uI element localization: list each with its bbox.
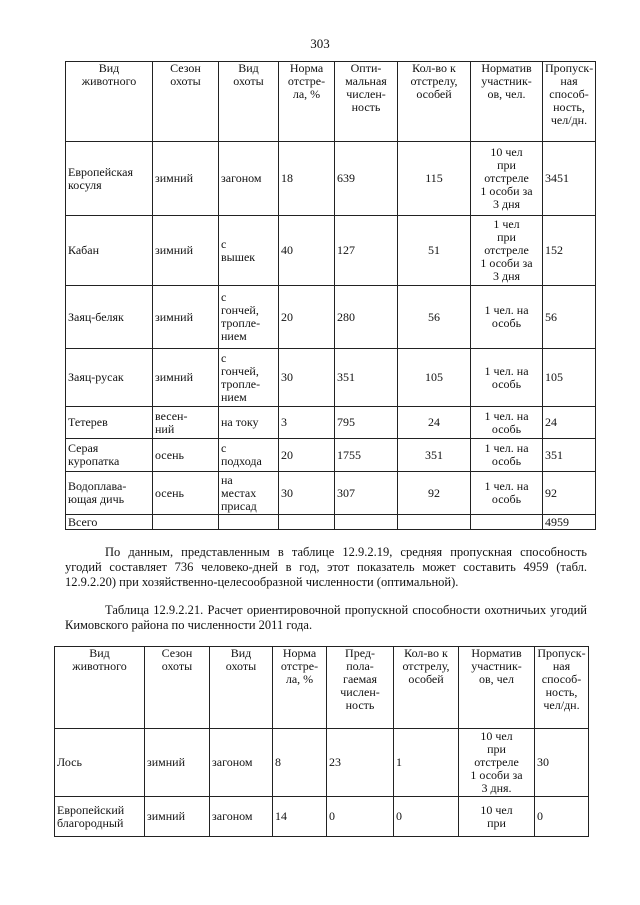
header-cell: Норматив участник- ов, чел [459,647,535,729]
header-cell: Вид охоты [210,647,273,729]
table-cell: зимний [153,349,219,407]
table-cell: 18 [279,142,335,216]
table-cell: весен- ний [153,407,219,439]
table-cell: 10 чел при отстреле 1 особи за 3 дня. [459,729,535,797]
table-cell [398,515,471,530]
table-cell: 1 чел. на особь [471,472,543,515]
table-cell: 24 [543,407,596,439]
table-cell: 24 [398,407,471,439]
table-cell: 20 [279,439,335,472]
table-cell: зимний [145,729,210,797]
table-cell: 20 [279,286,335,349]
header-cell: Опти- мальная числен- ность [335,62,398,142]
table-cell: 351 [335,349,398,407]
table-row [66,216,596,286]
table-cell: 0 [394,797,459,837]
table-cell: зимний [153,216,219,286]
table-cell: Кабан [66,216,153,286]
table-cell: 280 [335,286,398,349]
table-cell: с гончей, тропле- нием [219,286,279,349]
table-cell: с подхода [219,439,279,472]
table-cell: 1 чел. на особь [471,439,543,472]
table-cell: 51 [398,216,471,286]
table-cell: Заяц-русак [66,349,153,407]
table-row [66,286,596,349]
table-cell: 105 [398,349,471,407]
header-cell: Вид животного [55,647,145,729]
table-cell [219,515,279,530]
table-cell: 639 [335,142,398,216]
table-cell: Тетерев [66,407,153,439]
table-caption: Таблица 12.9.2.21. Расчет ориентировочной пропускной способности охотничьих угодий Кимовского района по численности 2011 года. [65,603,587,632]
table-cell: 3 [279,407,335,439]
table-cell: зимний [145,797,210,837]
table-cell: Всего [66,515,153,530]
table-cell: осень [153,472,219,515]
table-cell: Водоплава- ющая дичь [66,472,153,515]
table-cell: 40 [279,216,335,286]
table-cell: 8 [273,729,327,797]
table-cell: 351 [398,439,471,472]
table-cell: 10 чел при [459,797,535,837]
table-cell: осень [153,439,219,472]
table-cell: Европейская косуля [66,142,153,216]
header-cell: Вид охоты [219,62,279,142]
table-cell [279,515,335,530]
hunting-capacity-table-optimal [65,61,596,530]
table-cell: 351 [543,439,596,472]
table-cell: загоном [210,797,273,837]
table-cell [153,515,219,530]
table-row [66,349,596,407]
table-cell: 30 [535,729,589,797]
table-cell: 30 [279,349,335,407]
table-cell: 1 чел. на особь [471,407,543,439]
header-row [55,647,589,729]
header-cell: Сезон охоты [153,62,219,142]
table-cell: Серая куропатка [66,439,153,472]
table-cell [471,515,543,530]
table-cell: 0 [327,797,394,837]
table-cell: 23 [327,729,394,797]
table-row [66,142,596,216]
header-cell: Пропуск- ная способ- ность, чел/дн. [543,62,596,142]
table-cell: на местах присад [219,472,279,515]
table-cell: 10 чел при отстреле 1 особи за 3 дня [471,142,543,216]
header-cell: Сезон охоты [145,647,210,729]
header-cell: Норматив участник- ов, чел. [471,62,543,142]
table-cell: 795 [335,407,398,439]
summary-paragraph: По данным, представленным в таблице 12.9.2.19, средняя пропускная способность угодий составляет 736 человеко-дней в год, этот показатель может составить 4959 (табл. 12.9.2.20) при хозяйственно-целесообразной численности (оптимальной). [65,545,587,589]
table-cell: 115 [398,142,471,216]
table-cell: Европейский благородный [55,797,145,837]
hunting-capacity-table-2011 [54,646,589,837]
table-cell: 14 [273,797,327,837]
header-row [66,62,596,142]
table-cell: 1 чел. на особь [471,349,543,407]
header-cell: Пропуск- ная способ- ность, чел/дн. [535,647,589,729]
table-cell: 1 чел при отстреле 1 особи за 3 дня [471,216,543,286]
table-cell: 56 [398,286,471,349]
table-cell: 105 [543,349,596,407]
table-cell: зимний [153,142,219,216]
table-cell: на току [219,407,279,439]
table-cell: с вышек [219,216,279,286]
table-cell: Лось [55,729,145,797]
table-cell: загоном [219,142,279,216]
table-cell: загоном [210,729,273,797]
table-cell: 4959 [543,515,596,530]
header-cell: Пред- пола- гаемая числен- ность [327,647,394,729]
table-cell: 1755 [335,439,398,472]
table-cell: 92 [398,472,471,515]
table-cell: 30 [279,472,335,515]
table-cell: 56 [543,286,596,349]
table-cell: Заяц-беляк [66,286,153,349]
page-number: 303 [310,36,330,51]
table-cell: 1 [394,729,459,797]
table-cell [335,515,398,530]
header-cell: Кол-во к отстрелу, особей [394,647,459,729]
table-row [66,515,596,530]
table-cell: 0 [535,797,589,837]
header-cell: Норма отстре- ла, % [273,647,327,729]
table-row [66,472,596,515]
header-cell: Вид животного [66,62,153,142]
table-cell: 92 [543,472,596,515]
table-cell: 3451 [543,142,596,216]
table-row [55,797,589,837]
table-cell: зимний [153,286,219,349]
table-cell: 152 [543,216,596,286]
table-row [55,729,589,797]
header-cell: Кол-во к отстрелу, особей [398,62,471,142]
table-cell: 127 [335,216,398,286]
table-cell: с гончей, тропле- нием [219,349,279,407]
table-row [66,439,596,472]
table-row [66,407,596,439]
header-cell: Норма отстре- ла, % [279,62,335,142]
table-cell: 307 [335,472,398,515]
table-cell: 1 чел. на особь [471,286,543,349]
